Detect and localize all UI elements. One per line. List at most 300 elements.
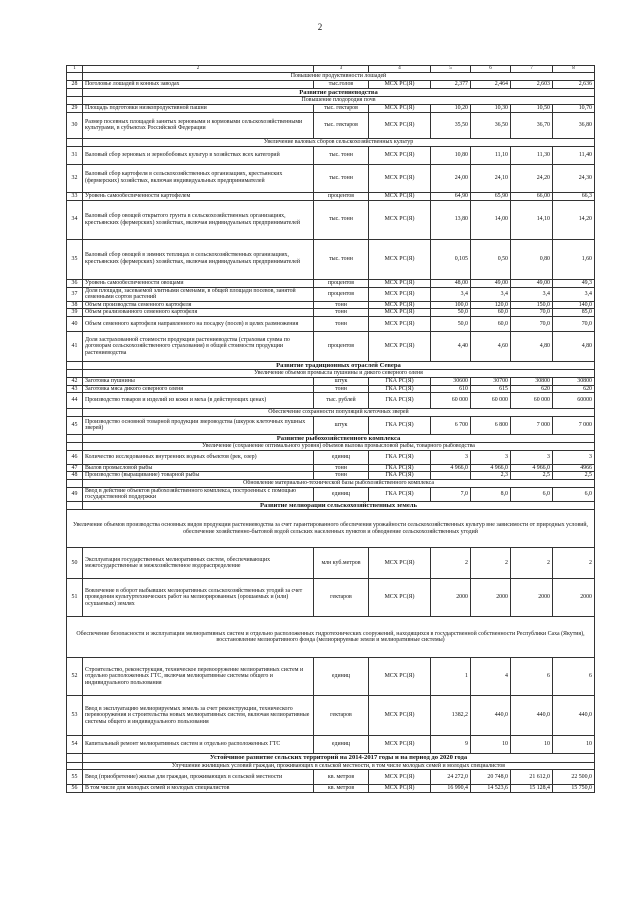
indicator-name-cell: Ввод в действие объектов рыбохозяйственного комплекса, построенных с помощью государственной поддержки <box>83 487 314 501</box>
value-cell: 22 500,0 <box>553 770 595 785</box>
row-number-cell: 38 <box>67 301 83 309</box>
unit-cell: тонн <box>314 309 369 317</box>
section-heading-row <box>67 501 595 509</box>
value-cell: 35,50 <box>431 112 471 138</box>
value-cell: 4 966,0 <box>471 464 511 472</box>
value-cell: 11,10 <box>471 146 511 164</box>
row-number-cell: 39 <box>67 309 83 317</box>
unit-cell: тонн <box>314 464 369 472</box>
value-cell: 2 <box>553 548 595 579</box>
subsection-heading: Обновление материально-технической базы рыбохозяйственного комплекса <box>83 480 595 488</box>
value-cell: 20 748,0 <box>471 770 511 785</box>
indicator-name-cell: Эксплуатация государственных мелиоративных систем, обеспечивающих межгосударственные и межхозяйственное водораспределение <box>83 548 314 579</box>
task-description-row <box>67 617 595 658</box>
table-row <box>67 146 595 164</box>
value-cell: 60,0 <box>471 317 511 332</box>
indicator-name-cell: В том числе для молодых семей и молодых специалистов <box>83 785 314 793</box>
value-cell: 2,5 <box>553 472 595 480</box>
row-number-cell: 35 <box>67 239 83 279</box>
unit-cell: штук <box>314 416 369 434</box>
row-number-cell: 30 <box>67 112 83 138</box>
value-cell: 440,0 <box>511 696 553 736</box>
responsible-cell: МСХ РС(Я) <box>369 548 431 579</box>
value-cell: 24 272,0 <box>431 770 471 785</box>
value-cell: 7 000 <box>553 416 595 434</box>
value-cell: 14,00 <box>471 200 511 239</box>
table-row <box>67 464 595 472</box>
responsible-cell: МСХ РС(Я) <box>369 309 431 317</box>
unit-cell: тыс. тонн <box>314 146 369 164</box>
responsible-cell: МСХ РС(Я) <box>369 658 431 696</box>
row-number-cell <box>67 138 83 146</box>
indicator-name-cell: Валовый сбор овощей в зимних теплицах в сельскохозяйственных организациях, крестьянских (фермерских) хозяйствах, включая индивидуальных предпринимателей <box>83 239 314 279</box>
value-cell: 16 990,4 <box>431 785 471 793</box>
table-row <box>67 385 595 393</box>
indicator-name-cell: Ввод (приобретение) жилья для граждан, проживающих в сельской местности <box>83 770 314 785</box>
subsection-heading-row <box>67 73 595 81</box>
value-cell: 7,0 <box>431 487 471 501</box>
value-cell: 2 <box>511 548 553 579</box>
unit-cell: единиц <box>314 658 369 696</box>
value-cell: 14 523,6 <box>471 785 511 793</box>
indicator-name-cell: Вовлечение в оборот выбывших мелиоративных сельскохозяйственных угодий за счет проведения культуртехнических работ на мелиорированных (орошаемых и (или) осушаемых) землях <box>83 579 314 617</box>
table-row <box>67 164 595 192</box>
row-number-cell: 50 <box>67 548 83 579</box>
row-number-cell: 48 <box>67 472 83 480</box>
value-cell: 30600 <box>431 378 471 386</box>
value-cell: 4,80 <box>553 332 595 362</box>
value-cell: 24,10 <box>471 164 511 192</box>
indicator-name-cell: Уровень самообеспеченности овощами <box>83 279 314 287</box>
row-number-cell <box>67 501 83 509</box>
indicator-name-cell: Валовый сбор овощей открытого грунта в сельскохозяйственных организациях, крестьянских (фермерских) хозяйствах, включая индивидуальных предпринимателей <box>83 200 314 239</box>
value-cell: 2000 <box>511 579 553 617</box>
table-row <box>67 579 595 617</box>
indicator-name-cell: Производство основной товарной продукции звероводства (шкурок клеточных пушных зверей) <box>83 416 314 434</box>
value-cell: 10 <box>471 736 511 754</box>
task-description: Обеспечение безопасности и эксплуатации мелиоративных систем и отдельно расположенных гидротехнических сооружений, находящихся в государственной собственности Республики Саха (Якутия), восстановление мелиоративного фонда (мелиорируемые земли и мелиоративные системы) <box>67 617 595 658</box>
table-row <box>67 416 595 434</box>
value-cell: 6 700 <box>431 416 471 434</box>
value-cell: 2,603 <box>511 81 553 89</box>
table-row <box>67 785 595 793</box>
row-number-cell: 51 <box>67 579 83 617</box>
row-number-cell <box>67 370 83 378</box>
value-cell: 150,0 <box>511 301 553 309</box>
subsection-heading-row <box>67 138 595 146</box>
table-row <box>67 309 595 317</box>
indicator-name-cell: Строительство, реконструкция, техническое перевооружение мелиоративных систем и отдельно расположенных ГТС, включая мелиоративные системы общего и индивидуального пользования <box>83 658 314 696</box>
value-cell: 6,0 <box>511 487 553 501</box>
subsection-heading: Увеличение объемов промысла пушнины и дикого северного оленя <box>83 370 595 378</box>
unit-cell: тонн <box>314 301 369 309</box>
value-cell: 60,0 <box>471 309 511 317</box>
unit-cell: единиц <box>314 450 369 464</box>
column-number-cell: 8 <box>553 66 595 73</box>
responsible-cell: ГКА РС(Я) <box>369 472 431 480</box>
value-cell: 2000 <box>553 579 595 617</box>
value-cell: 2000 <box>431 579 471 617</box>
subsection-heading: Обеспечение сохранности популяций клеточных зверей <box>83 409 595 417</box>
responsible-cell: МСХ РС(Я) <box>369 192 431 200</box>
value-cell: 6 <box>511 658 553 696</box>
row-number-cell: 43 <box>67 385 83 393</box>
value-cell: 36,50 <box>471 112 511 138</box>
indicator-name-cell: Объем производства семенного картофеля <box>83 301 314 309</box>
unit-cell: млн куб.метров <box>314 548 369 579</box>
unit-cell: процентов <box>314 192 369 200</box>
unit-cell: единиц <box>314 487 369 501</box>
subsection-heading-row <box>67 480 595 488</box>
value-cell: 36,80 <box>553 112 595 138</box>
unit-cell: тыс. тонн <box>314 164 369 192</box>
responsible-cell: МСХ РС(Я) <box>369 579 431 617</box>
value-cell: 60 000 <box>511 393 553 409</box>
value-cell: 24,00 <box>431 164 471 192</box>
row-number-cell <box>67 480 83 488</box>
unit-cell: процентов <box>314 279 369 287</box>
value-cell: 4,40 <box>431 332 471 362</box>
value-cell: 1382,2 <box>431 696 471 736</box>
value-cell: 10,80 <box>431 146 471 164</box>
row-number-cell: 29 <box>67 104 83 112</box>
task-description: Увеличение объемов производства основных видов продукции растениеводства за счет гарантированного обеспечения урожайности сельскохозяйственных культур вне зависимости от природных условий, обеспечение хозяйственно-бытовой водой сельских населенных пунктов и обводнение сельскохозяйственных угодий <box>67 510 595 548</box>
row-number-cell <box>67 443 83 451</box>
value-cell: 4966 <box>553 464 595 472</box>
value-cell: 3 <box>471 450 511 464</box>
value-cell: 30800 <box>553 378 595 386</box>
unit-cell: кв. метров <box>314 785 369 793</box>
value-cell: 2,3 <box>471 472 511 480</box>
responsible-cell: ГКА РС(Я) <box>369 450 431 464</box>
table-row <box>67 287 595 301</box>
table-row <box>67 770 595 785</box>
column-number-cell: 3 <box>314 66 369 73</box>
indicator-name-cell: Размер посевных площадей занятых зерновыми и кормовыми сельскохозяйственными культурами, в субъектах Российской Федерации <box>83 112 314 138</box>
row-number-cell: 45 <box>67 416 83 434</box>
table-row <box>67 450 595 464</box>
value-cell: 440,0 <box>553 696 595 736</box>
table-row <box>67 317 595 332</box>
table-row <box>67 200 595 239</box>
row-number-cell: 53 <box>67 696 83 736</box>
value-cell: 100,0 <box>431 301 471 309</box>
section-heading: Развитие традиционных отраслей Севера <box>83 362 595 370</box>
value-cell: 2,5 <box>511 472 553 480</box>
indicator-name-cell: Объем реализованного семенного картофеля <box>83 309 314 317</box>
value-cell: 3 <box>431 450 471 464</box>
value-cell: 2 <box>431 548 471 579</box>
column-number-cell: 1 <box>67 66 83 73</box>
row-number-cell <box>67 754 83 762</box>
table-row <box>67 279 595 287</box>
value-cell: 9 <box>431 736 471 754</box>
responsible-cell: МСХ РС(Я) <box>369 81 431 89</box>
indicator-name-cell: Доля застрахованной стоимости продукции растениеводства (страховая сумма по договорам сельскохозяйственного страхования) в общей стоимости продукции растениеводства <box>83 332 314 362</box>
row-number-cell: 28 <box>67 81 83 89</box>
section-heading: Устойчивое развитие сельских территорий на 2014-2017 годы и на период до 2020 года <box>83 754 595 762</box>
indicator-name-cell: Количество исследованных внутренних водных объектов (рек, озер) <box>83 450 314 464</box>
subsection-heading: Повышение продуктивности лошадей <box>83 73 595 81</box>
indicators-table <box>66 65 595 793</box>
value-cell: 14,20 <box>553 200 595 239</box>
indicator-name-cell: Объем семенного картофеля направленного на посадку (посев) в целях размножения <box>83 317 314 332</box>
row-number-cell: 40 <box>67 317 83 332</box>
value-cell: 10 <box>511 736 553 754</box>
indicator-name-cell: Доля площади, засеваемой элитными семенами, в общей площади посевов, занятой семенными сортов растений <box>83 287 314 301</box>
row-number-cell: 33 <box>67 192 83 200</box>
responsible-cell: МСХ РС(Я) <box>369 239 431 279</box>
indicator-name-cell: Капитальный ремонт мелиоративных систем и отдельно расположенных ГТС <box>83 736 314 754</box>
responsible-cell: ГКА РС(Я) <box>369 487 431 501</box>
value-cell: 49,3 <box>553 279 595 287</box>
value-cell: 30700 <box>471 378 511 386</box>
task-description-row <box>67 510 595 548</box>
value-cell: 10,70 <box>553 104 595 112</box>
responsible-cell: МСХ РС(Я) <box>369 146 431 164</box>
table-row <box>67 472 595 480</box>
value-cell: 24,20 <box>511 164 553 192</box>
value-cell: 60 000 <box>471 393 511 409</box>
value-cell: 620 <box>553 385 595 393</box>
row-number-cell <box>67 409 83 417</box>
row-number-cell: 47 <box>67 464 83 472</box>
subsection-heading: Повышение плодородия почв <box>83 97 595 105</box>
value-cell: 7 000 <box>511 416 553 434</box>
row-number-cell: 52 <box>67 658 83 696</box>
value-cell: 21 612,0 <box>511 770 553 785</box>
value-cell: 3 <box>511 450 553 464</box>
section-heading-row <box>67 89 595 97</box>
column-number-cell: 4 <box>369 66 431 73</box>
subsection-heading: Увеличение валовых сборов сельскохозяйственных культур <box>83 138 595 146</box>
unit-cell: процентов <box>314 332 369 362</box>
value-cell: 15 750,0 <box>553 785 595 793</box>
value-cell: 4,60 <box>471 332 511 362</box>
table-row <box>67 696 595 736</box>
section-heading: Развитие мелиорации сельскохозяйственных земель <box>83 501 595 509</box>
value-cell: 65,90 <box>471 192 511 200</box>
value-cell: 0,80 <box>511 239 553 279</box>
row-number-cell <box>67 73 83 81</box>
value-cell: 70,0 <box>511 317 553 332</box>
unit-cell: тыс. тонн <box>314 239 369 279</box>
row-number-cell: 54 <box>67 736 83 754</box>
responsible-cell: ГКА РС(Я) <box>369 416 431 434</box>
row-number-cell: 37 <box>67 287 83 301</box>
table-row <box>67 192 595 200</box>
row-number-cell <box>67 762 83 770</box>
value-cell: 2,636 <box>553 81 595 89</box>
section-heading: Развитие растениеводства <box>83 89 595 97</box>
table-row <box>67 301 595 309</box>
subsection-heading-row <box>67 97 595 105</box>
value-cell: 10,30 <box>471 104 511 112</box>
value-cell: 2000 <box>471 579 511 617</box>
indicator-name-cell: Заготовка мяса дикого северного оленя <box>83 385 314 393</box>
value-cell: 10,20 <box>431 104 471 112</box>
indicator-name-cell: Ввод в эксплуатацию мелиорируемых земель за счет реконструкции, технического перевооружения и строительства новых мелиоративных систем, включая мелиоративные системы общего и индивидуального пользования <box>83 696 314 736</box>
responsible-cell: ГКА РС(Я) <box>369 393 431 409</box>
table-row <box>67 393 595 409</box>
table-row <box>67 548 595 579</box>
value-cell: 13,80 <box>431 200 471 239</box>
indicator-name-cell: Уровень самообеспеченности картофелем <box>83 192 314 200</box>
indicator-name-cell: Производство товаров и изделий из кожи и меха (в действующих ценах) <box>83 393 314 409</box>
indicator-name-cell: Поголовье лошадей в конных заводах <box>83 81 314 89</box>
value-cell: 11,30 <box>511 146 553 164</box>
value-cell: 10 <box>553 736 595 754</box>
value-cell: 4 <box>471 658 511 696</box>
section-heading-row <box>67 434 595 442</box>
row-number-cell: 32 <box>67 164 83 192</box>
value-cell: 48,00 <box>431 279 471 287</box>
responsible-cell: МСХ РС(Я) <box>369 287 431 301</box>
row-number-cell: 44 <box>67 393 83 409</box>
subsection-heading-row <box>67 370 595 378</box>
value-cell: 6 <box>553 658 595 696</box>
row-number-cell: 42 <box>67 378 83 386</box>
row-number-cell <box>67 434 83 442</box>
section-heading-row <box>67 754 595 762</box>
responsible-cell: МСХ РС(Я) <box>369 332 431 362</box>
value-cell: 70,0 <box>553 317 595 332</box>
value-cell: 10,50 <box>511 104 553 112</box>
unit-cell: процентов <box>314 287 369 301</box>
value-cell: 2,464 <box>471 81 511 89</box>
value-cell: 6 800 <box>471 416 511 434</box>
value-cell: 49,00 <box>471 279 511 287</box>
value-cell: 1 <box>431 658 471 696</box>
value-cell: 66,3 <box>553 192 595 200</box>
indicator-name-cell: Заготовка пушнины <box>83 378 314 386</box>
value-cell: 3,4 <box>553 287 595 301</box>
row-number-cell <box>67 89 83 97</box>
responsible-cell: МСХ РС(Я) <box>369 200 431 239</box>
table-row <box>67 112 595 138</box>
responsible-cell: МСХ РС(Я) <box>369 112 431 138</box>
table-row <box>67 81 595 89</box>
row-number-cell <box>67 97 83 105</box>
responsible-cell: МСХ РС(Я) <box>369 279 431 287</box>
value-cell: 4 966,0 <box>511 464 553 472</box>
value-cell: 30800 <box>511 378 553 386</box>
column-number-cell: 5 <box>431 66 471 73</box>
value-cell: 49,00 <box>511 279 553 287</box>
table-row <box>67 487 595 501</box>
unit-cell: единиц <box>314 736 369 754</box>
value-cell: 60000 <box>553 393 595 409</box>
responsible-cell: МСХ РС(Я) <box>369 164 431 192</box>
subsection-heading-row <box>67 443 595 451</box>
value-cell: 620 <box>511 385 553 393</box>
value-cell <box>431 472 471 480</box>
responsible-cell: МСХ РС(Я) <box>369 301 431 309</box>
table-row <box>67 332 595 362</box>
subsection-heading: Увеличение (сохранение оптимального уровня) объемов вылова промысловой рыбы, товарного рыбоводства <box>83 443 595 451</box>
column-number-cell: 6 <box>471 66 511 73</box>
table-row <box>67 378 595 386</box>
value-cell: 85,0 <box>553 309 595 317</box>
value-cell: 0,50 <box>471 239 511 279</box>
row-number-cell: 55 <box>67 770 83 785</box>
responsible-cell: МСХ РС(Я) <box>369 770 431 785</box>
column-number-cell: 2 <box>83 66 314 73</box>
row-number-cell: 36 <box>67 279 83 287</box>
value-cell: 120,0 <box>471 301 511 309</box>
unit-cell: тыс. гектаров <box>314 112 369 138</box>
section-heading-row <box>67 362 595 370</box>
value-cell: 24,30 <box>553 164 595 192</box>
unit-cell: тыс. рублей <box>314 393 369 409</box>
value-cell: 50,0 <box>431 317 471 332</box>
value-cell: 1,60 <box>553 239 595 279</box>
responsible-cell: МСХ РС(Я) <box>369 736 431 754</box>
responsible-cell: МСХ РС(Я) <box>369 104 431 112</box>
value-cell: 14,10 <box>511 200 553 239</box>
table-row <box>67 658 595 696</box>
unit-cell: тонн <box>314 385 369 393</box>
value-cell: 36,70 <box>511 112 553 138</box>
value-cell: 4,80 <box>511 332 553 362</box>
section-heading: Развитие рыбохозяйственного комплекса <box>83 434 595 442</box>
column-number-row <box>67 66 595 73</box>
value-cell: 3,4 <box>511 287 553 301</box>
table-row <box>67 239 595 279</box>
indicator-name-cell: Вылов промысловой рыбы <box>83 464 314 472</box>
value-cell: 440,0 <box>471 696 511 736</box>
subsection-heading-row <box>67 762 595 770</box>
row-number-cell: 41 <box>67 332 83 362</box>
indicator-name-cell: Валовый сбор картофеля в сельскохозяйственных организациях, крестьянских (фермерских) хозяйствах, включая индивидуальных предпринимателей <box>83 164 314 192</box>
value-cell: 0,105 <box>431 239 471 279</box>
value-cell: 3,4 <box>471 287 511 301</box>
value-cell: 60 000 <box>431 393 471 409</box>
unit-cell: тыс. тонн <box>314 200 369 239</box>
row-number-cell: 31 <box>67 146 83 164</box>
value-cell: 2 <box>471 548 511 579</box>
row-number-cell: 56 <box>67 785 83 793</box>
responsible-cell: ГКА РС(Я) <box>369 464 431 472</box>
value-cell: 2,377 <box>431 81 471 89</box>
row-number-cell: 34 <box>67 200 83 239</box>
unit-cell: тыс.голов <box>314 81 369 89</box>
row-number-cell <box>67 362 83 370</box>
value-cell: 66,00 <box>511 192 553 200</box>
unit-cell: кв. метров <box>314 770 369 785</box>
value-cell: 615 <box>471 385 511 393</box>
responsible-cell: МСХ РС(Я) <box>369 317 431 332</box>
value-cell: 70,0 <box>511 309 553 317</box>
unit-cell: гектаров <box>314 579 369 617</box>
value-cell: 4 966,0 <box>431 464 471 472</box>
value-cell: 64,90 <box>431 192 471 200</box>
value-cell: 3,4 <box>431 287 471 301</box>
value-cell: 15 128,4 <box>511 785 553 793</box>
value-cell: 6,0 <box>553 487 595 501</box>
responsible-cell: ГКА РС(Я) <box>369 385 431 393</box>
responsible-cell: МСХ РС(Я) <box>369 696 431 736</box>
table-row <box>67 736 595 754</box>
value-cell: 8,0 <box>471 487 511 501</box>
subsection-heading-row <box>67 409 595 417</box>
value-cell: 11,40 <box>553 146 595 164</box>
value-cell: 50,0 <box>431 309 471 317</box>
unit-cell: штук <box>314 378 369 386</box>
unit-cell: тыс. гектаров <box>314 104 369 112</box>
unit-cell: тонн <box>314 472 369 480</box>
responsible-cell: ГКА РС(Я) <box>369 378 431 386</box>
